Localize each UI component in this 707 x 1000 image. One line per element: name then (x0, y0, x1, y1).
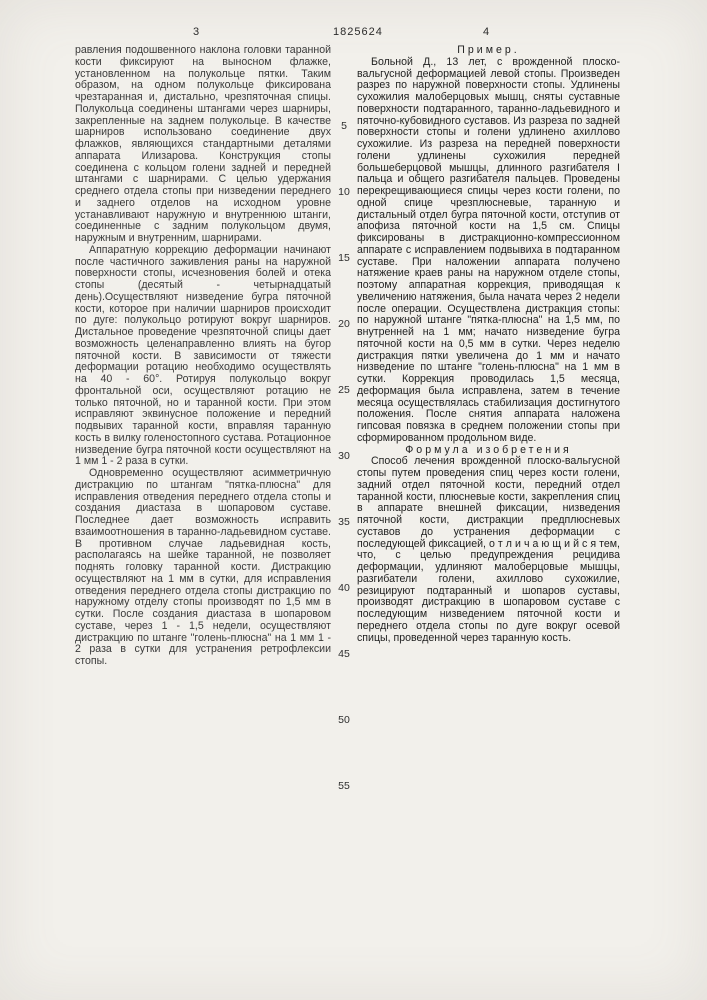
gutter-line-number: 35 (338, 516, 350, 528)
patent-number: 1825624 (333, 26, 383, 38)
left-column-page-number: 3 (193, 26, 200, 38)
claims-paragraph: Способ лечения врожденной плоско-вальгусной стопы путем проведения спиц через кости голени, задний отдел пяточной кости, передний отдел таранной кости, плюсневые кости, закрепления спиц в аппарате внешней фиксации, низведения пяточной кости, дистракции предплюсневых суставов до устранения деформации с последующей фиксацией, о т л и ч а ю щ и й с я тем, что, с целью предупреждения рецидива деформации, удлиняют малоберцовые мышцы, разгибатели голени, ахиллово сухожилие, резицируют подтаранный и шопаров суставы, производят дистракцию в шопаровом суставе с последующим низведением пяточной кости и переднего отдела стопы по дуге вокруг осевой спицы, проведенной через таранную кость. (357, 455, 620, 644)
gutter-line-number: 20 (338, 318, 350, 330)
gutter-line-number: 45 (338, 648, 350, 660)
page-header (75, 26, 620, 42)
gutter-line-number: 50 (338, 714, 350, 726)
gutter-line-number: 40 (338, 582, 350, 594)
example-paragraph: Больной Д., 13 лет, с врожденной плоско-вальгусной деформацией левой стопы. Произведен разрез по наружной поверхности стопы. Удлинены сухожилия малоберцовых мышц, сняты суставные поверхности подтаранного, таранно-ладьевидного и пяточно-кубовидного суставов. Из разреза по задней поверхности стопы и голени удлинено ахиллово сухожилие. Из разреза на передней поверхности голени удлинены сухожилия передней большеберцовой мышцы, длинного разгибателя I пальца и общего разгибателя пальцев. Проведены перекрещивающиеся спицы через кости голени, по одной спице чрезплюсневые, таранную и дистальный отдел бугра пяточной кости, отступив от апофиза пяточной кости на 1,5 см. Спицы фиксированы в дистракционно-компрессионном аппарате с исправлением подвывиха в подтаранном суставе. При наложении аппарата получено натяжение краев раны на наружном отделе стопы, поэтому аппаратная коррекция, приводящая к увеличению натяжения, была начата через 2 недели после операции. Осуществлена дистракция стопы: по наружной штанге "пятка-плюсна" на 1,5 мм, по внутренней на 1 мм; начато низведение бугра пяточной кости на 0,5 мм в сутки. Через неделю дистракция пятки увеличена до 1 мм и начато низведение по штанге "голень-плюсна" на 1 мм в сутки. Коррекция проводилась 1,5 месяца, деформация была исправлена, затем в течение месяца осуществлялась стабилизация достигнутого положения. После снятия аппарата наложена гипсовая повязка в среднем положении стопы при сформированном продольном виде. (357, 55, 620, 444)
gutter-line-number: 10 (338, 186, 350, 198)
line-number-gutter (331, 45, 357, 895)
gutter-line-number: 25 (338, 384, 350, 396)
gutter-line-number: 5 (341, 120, 347, 132)
left-text-column (75, 45, 331, 895)
gutter-line-number: 15 (338, 252, 350, 264)
gutter-line-number: 55 (338, 780, 350, 792)
paragraph: равления подошвенного наклона головки таранной кости фиксируют на выносном флажке, установленном на полукольце пятки. Таким образом, на одном полукольце фиксирована чрезтаранная и, дистально, чрезпяточная спицы. Полукольца соединены штангами через шарниры, закрепленные на заднем полукольце. В качестве шарниров использовано соединение двух флажков, являющихся стандартными деталями аппарата Илизарова. Конструкция стопы соединена с кольцом голени задней и передней штангами с шарнирами. С целью удержания среднего отдела стопы при низведении переднего и заднего отделов на исходном уровне устанавливают наружную и внутреннюю штанги, соединенные с задним полукольцом двумя, наружным и внутренним, шарнирами. (75, 45, 331, 244)
paragraph: Одновременно осуществляют асимметричную дистракцию по штангам "пятка-плюсна" для исправления отведения переднего отдела стопы и создания диастаза в шопаровом суставе. Последнее дает возможность исправить взаимоотношения в таранно-ладьевидном суставе. В противном случае ладьевидная кость, располагаясь на шейке таранной, не позволяет поднять головку таранной кости. Дистракцию осуществляют на 1 мм в сутки, для исправления отведения переднего отдела стопы дистракцию по наружному отделу стопы производят по 1,5 мм в сутки. После создания диастаза в шопаровом суставе, через 1 - 1,5 недели, осуществляют дистракцию по штанге "голень-плюсна" на 1 мм 1 - 2 раза в сутки для устранения ретрофлексии стопы. (75, 467, 331, 667)
claims-heading: Формула изобретения (405, 443, 572, 456)
example-heading: Пример. (457, 45, 520, 56)
document-body (75, 45, 620, 895)
right-text-column (357, 45, 620, 895)
gutter-line-number: 30 (338, 450, 350, 462)
paragraph: Аппаратную коррекцию деформации начинают после частичного заживления раны на наружной поверхности стопы, исчезновения болей и отека стопы (десятый - четырнадцатый день).Осуществляют низведение бугра пяточной кости, которое при наличии шарниров происходит по дуге: полукольцо ротируют вокруг шарниров. Дистальное проведение чрезпяточной спицы дает возможность целенаправленно влиять на бугор пяточной кости. В зависимости от тяжести деформации ротацию необходимо осуществлять на 40 - 60°. Ротируя полукольцо вокруг фронтальной оси, осуществляют ротацию не только пяточной, но и таранной кости. При этом исправляют эквинусное положение и передний подвывих таранной кости, вправляя таранную кость в вилку голеностопного сустава. Ротационное низведение бугра пяточной кости осуществляют на 1 мм 1 - 2 раза в сутки. (75, 243, 331, 468)
right-column-page-number: 4 (483, 26, 490, 38)
